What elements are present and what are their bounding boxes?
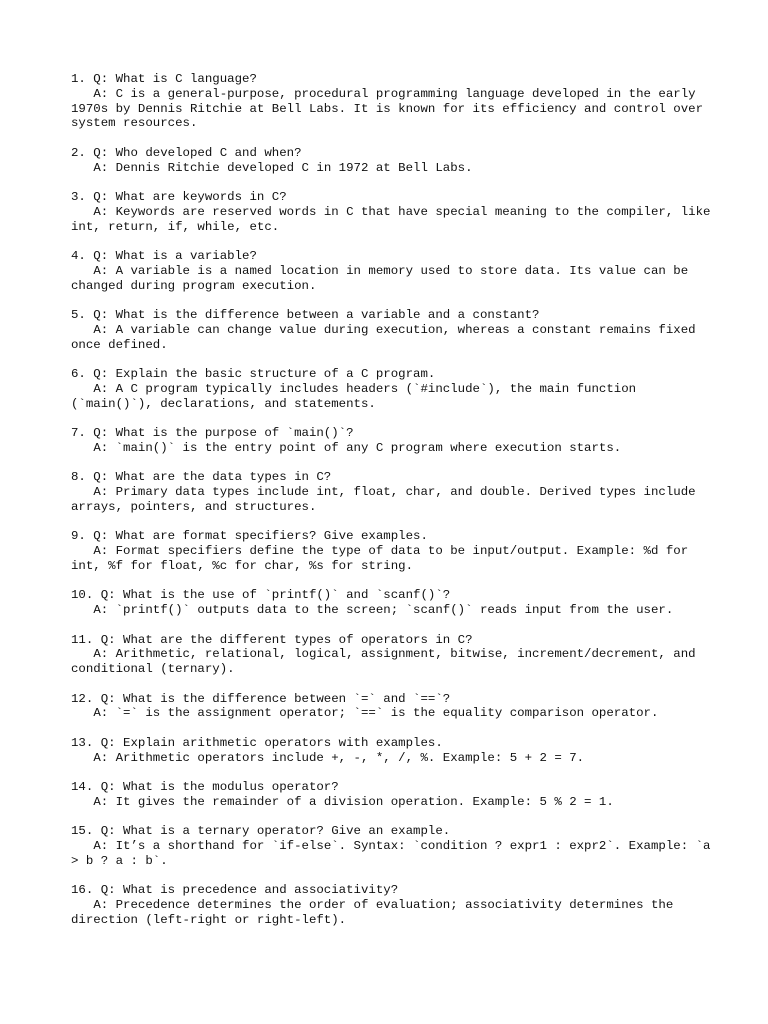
answer-text: A: `main()` is the entry point of any C program where execution starts.	[93, 440, 622, 455]
answer-text: A: Dennis Ritchie developed C in 1972 at Bell Labs.	[93, 160, 473, 175]
answer-text: A: A variable can change value during execution, whereas a constant remains fixed once defined.	[71, 322, 704, 352]
qa-item-5	[71, 308, 711, 352]
answer-text: A: It gives the remainder of a division operation. Example: 5 % 2 = 1.	[93, 794, 614, 809]
answer-text: A: Primary data types include int, float, char, and double. Derived types include arrays, pointers, and structures.	[71, 485, 704, 514]
question-text: 16. Q: What is precedence and associativity?	[71, 883, 399, 898]
question-text: 7. Q: What is the purpose of `main()`?	[71, 426, 354, 440]
qa-item-15	[71, 824, 718, 868]
question-text: 15. Q: What is a ternary operator? Give an example.	[71, 824, 451, 839]
qa-item-8	[71, 470, 711, 514]
answer-text: A: Format specifiers define the type of data to be input/output. Example: %d for int, %f for float, %c for char, %s for string.	[71, 544, 696, 573]
answer-text: A: `printf()` outputs data to the screen; `scanf()` reads input from the user.	[93, 603, 674, 617]
answer-text: A: Precedence determines the order of evaluation; associativity determines the direction (left-right or right-left).	[71, 898, 681, 927]
answer-text: A: It’s a shorthand for `if-else`. Syntax: `condition ? expr1 : expr2`. Example: `a > b ? a : b`.	[71, 839, 718, 868]
qa-item-9	[71, 529, 711, 573]
qa-item-6	[71, 367, 711, 411]
answer-text: A: A C program typically includes headers (`#include`), the main function (`main()`), declarations, and statements.	[71, 381, 644, 411]
question-text: 4. Q: What is a variable?	[71, 249, 257, 263]
qa-item-12	[71, 692, 711, 722]
qa-item-2	[71, 146, 711, 176]
question-text: 5. Q: What is the difference between a variable and a constant?	[71, 308, 540, 322]
qa-item-13	[71, 736, 711, 766]
question-text: 9. Q: What are format specifiers? Give examples.	[71, 529, 428, 544]
answer-text: A: C is a general-purpose, procedural programming language developed in the early 1970s by Dennis Ritchie at Bell Labs. It is known for its efficiency and control over system resources.	[71, 86, 711, 131]
question-text: 2. Q: Who developed C and when?	[71, 145, 302, 160]
qa-item-14	[71, 780, 711, 810]
answer-text: A: Keywords are reserved words in C that have special meaning to the compiler, like int, return, if, while, etc.	[71, 204, 718, 234]
qa-item-1	[71, 72, 711, 131]
answer-text: A: `=` is the assignment operator; `==` is the equality comparison operator.	[93, 706, 659, 721]
answer-text: A: Arithmetic operators include +, -, *, /, %. Example: 5 + 2 = 7.	[93, 750, 585, 765]
question-text: 12. Q: What is the difference between `=` and `==`?	[71, 691, 451, 706]
question-text: 8. Q: What are the data types in C?	[71, 470, 332, 485]
question-text: 6. Q: Explain the basic structure of a C program.	[71, 367, 436, 381]
answer-text: A: A variable is a named location in memory used to store data. Its value can be changed during program execution.	[71, 263, 696, 293]
document-page	[71, 72, 718, 942]
question-text: 3. Q: What are keywords in C?	[71, 190, 287, 204]
qa-item-10	[71, 588, 711, 618]
qa-item-4	[71, 249, 711, 293]
qa-item-11	[71, 633, 711, 677]
question-text: 14. Q: What is the modulus operator?	[71, 780, 339, 794]
qa-item-3	[71, 190, 718, 234]
question-text: 1. Q: What is C language?	[71, 72, 257, 86]
qa-item-7	[71, 426, 711, 456]
question-text: 13. Q: Explain arithmetic operators with examples.	[71, 735, 443, 750]
question-text: 11. Q: What are the different types of operators in C?	[71, 632, 473, 647]
question-text: 10. Q: What is the use of `printf()` and `scanf()`?	[71, 588, 451, 603]
qa-item-16	[71, 883, 711, 927]
answer-text: A: Arithmetic, relational, logical, assignment, bitwise, increment/decrement, and conditional (ternary).	[71, 647, 704, 676]
